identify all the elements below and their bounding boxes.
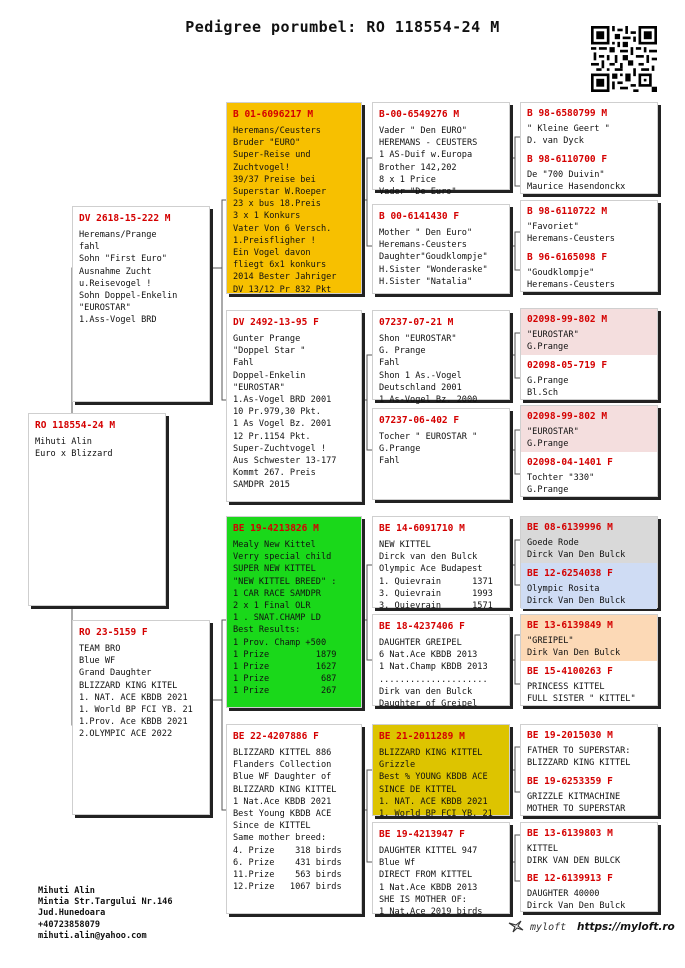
pigeon-description: De "700 Duivin" Maurice Hasendonckx (527, 170, 626, 193)
pigeon-description: Vader " Den EURO" HEREMANS - CEUSTERS 1 AS-Duif w.Europa Brother 142,202 8 x 1 Price Vader "De Euro" (379, 126, 478, 198)
logo-text: myloft (530, 922, 567, 933)
pigeon-logo-icon (508, 920, 524, 934)
page-title: Pedigree porumbel: RO 118554-24 M (185, 18, 500, 36)
myloft-logo (508, 920, 566, 934)
ring-number: BE 19-2015030 M (527, 730, 613, 741)
ring-number: B 98-6110700 F (527, 154, 608, 165)
pigeon-card-sire (72, 206, 210, 402)
ring-number: BE 12-6139913 F (527, 873, 613, 884)
gen5-slot-14 (521, 771, 657, 817)
pigeon-description: " Kleine Geert " D. van Dyck (527, 124, 610, 147)
gen5-slot-9 (521, 517, 657, 563)
pigeon-card-gen4-1 (372, 102, 510, 198)
pigeon-description: Tochter "330" G.Prange (527, 473, 595, 496)
pigeon-card-gen4-8 (372, 822, 510, 918)
ring-number: 07237-06-402 F (379, 415, 460, 426)
pigeon-card-sire-dam (226, 310, 362, 502)
gen5-slot-4 (521, 247, 657, 293)
gen5-slot-8 (521, 452, 657, 498)
gen5-slot-13 (521, 725, 657, 771)
ring-number: BE 19-4213826 M (233, 523, 319, 534)
gen5-slot-10 (521, 563, 657, 609)
ring-number: 02098-05-719 F (527, 360, 608, 371)
pigeon-description: "Goudklompje" Heremans-Ceusters (527, 268, 615, 291)
pigeon-card-gen5-pair-7 (520, 724, 658, 816)
ring-number: BE 13-6139849 M (527, 620, 613, 631)
pigeon-description: "EUROSTAR" G.Prange (527, 427, 579, 450)
ring-number: B 00-6141430 F (379, 211, 460, 222)
pigeon-card-gen4-6 (372, 614, 510, 710)
ring-number: DV 2492-13-95 F (233, 317, 319, 328)
pigeon-card-dam (72, 620, 210, 815)
ring-number: B 96-6165098 F (527, 252, 608, 263)
ring-number: B 01-6096217 M (233, 109, 314, 120)
ring-number: 02098-99-802 M (527, 314, 608, 325)
ring-number: B 98-6580799 M (527, 108, 608, 119)
owner-contact: Mihuti Alin Mintia Str.Targului Nr.146 Jud.Hunedoara +40723858079 mihuti.alin@yahoo.com (38, 886, 173, 941)
pigeon-description: TEAM BRO Blue WF Grand Daughter BLIZZARD KING KITEL 1. NAT. ACE KBDB 2021 1. World BP FCI YB. 21 1.Prov. Ace KBDB 2021 2.OLYMPIC ACE 2022 (79, 644, 193, 740)
pigeon-description: "GREIPEL" Dirk Van Den Bulck (527, 636, 621, 659)
ring-number: 02098-99-802 M (527, 411, 608, 422)
gen5-slot-1 (521, 103, 657, 149)
pigeon-description: BLIZZARD KING KITTEL Grizzle Best % YOUNG KBDB ACE SINCE DE KITTEL 1. NAT. ACE KBDB 2021 1. World BP FCI YB. 21 (379, 748, 493, 820)
pigeon-description: Goede Rode Dirck Van Den Bulck (527, 538, 626, 561)
pigeon-description: DAUGHTER 40000 Dirck Van Den Bulck (527, 889, 626, 912)
pigeon-card-sire-sire (226, 102, 362, 294)
website-link[interactable]: https://myloft.ro (577, 921, 675, 933)
ring-number: 02098-04-1401 F (527, 457, 613, 468)
ring-number: RO 118554-24 M (35, 420, 116, 431)
pigeon-description: GRIZZLE KITMACHINE MOTHER TO SUPERSTAR (527, 792, 626, 815)
pigeon-description: Tocher " EUROSTAR " G.Prange Fahl (379, 432, 478, 467)
pigeon-card-gen5-pair-5 (520, 516, 658, 608)
ring-number: B 98-6110722 M (527, 206, 608, 217)
pigeon-description: Mother " Den Euro" Heremans-Ceusters Daughter"Goudklompje" H.Sister "Wonderaske" H.Sister "Natalia" (379, 228, 488, 287)
gen5-slot-7 (521, 406, 657, 452)
pigeon-card-gen5-pair-2 (520, 200, 658, 292)
pigeon-description: Mihuti Alin Euro x Blizzard (35, 437, 113, 460)
pigeon-description: "EUROSTAR" G.Prange (527, 330, 579, 353)
ring-number: BE 14-6091710 M (379, 523, 465, 534)
ring-number: BE 22-4207886 F (233, 731, 319, 742)
ring-number: RO 23-5159 F (79, 627, 148, 638)
pigeon-description: "Favoriet" Heremans-Ceusters (527, 222, 615, 245)
pigeon-description: PRINCESS KITTEL FULL SISTER " KITTEL" (527, 682, 636, 705)
pigeon-card-gen4-3 (372, 310, 510, 406)
gen5-slot-2 (521, 149, 657, 195)
pigeon-description: DAUGHTER GREIPEL 6 Nat.Ace KBDB 2013 1 Nat.Champ KBDB 2013 ..................... Dirk van den Bulck Daughter of Greipel (379, 638, 488, 710)
pigeon-description: KITTEL DIRK VAN DEN BULCK (527, 844, 621, 867)
pigeon-card-gen4-7 (372, 724, 510, 820)
gen5-slot-12 (521, 661, 657, 707)
pigeon-card-gen5-pair-3 (520, 308, 658, 400)
pigeon-card-main (28, 413, 166, 606)
ring-number: 07237-07-21 M (379, 317, 454, 328)
gen5-slot-6 (521, 355, 657, 401)
ring-number: BE 13-6139803 M (527, 828, 613, 839)
pigeon-card-gen4-4 (372, 408, 510, 500)
ring-number: BE 21-2011289 M (379, 731, 465, 742)
pigeon-description: Heremans/Ceusters Bruder "EURO" Super-Reise und Zuchtvogel! 39/37 Preise bei Superstar W.Roeper 23 x bus 18.Preis 3 x 1 Konkurs Vater Von 6 Versch. 1.Preisfligher ! Ein Vogel davon fliegt 6x1 konkurs 2014 Bester Jahriger DV 13/12 Pr 832 Pkt (233, 126, 337, 295)
ring-number: BE 08-6139996 M (527, 522, 613, 533)
pigeon-card-dam-sire (226, 516, 362, 708)
gen5-slot-15 (521, 823, 657, 868)
pigeon-card-dam-dam (226, 724, 362, 914)
pigeon-description: Olympic Rosita Dirck Van Den Bulck (527, 584, 626, 607)
pigeon-description: Heremans/Prange fahl Sohn "First Euro" Ausnahme Zucht u.Reisevogel ! Sohn Doppel-Enkelin "EUROSTAR" 1.Ass-Vogel BRD (79, 230, 178, 326)
pigeon-description: FATHER TO SUPERSTAR: BLIZZARD KING KITTEL (527, 746, 631, 769)
pigeon-card-gen5-pair-8 (520, 822, 658, 912)
pigeon-card-gen4-5 (372, 516, 510, 612)
pigeon-card-gen5-pair-1 (520, 102, 658, 194)
pigeon-description: G.Prange Bl.Sch (527, 376, 569, 399)
pigeon-description: Gunter Prange "Doppel Star " Fahl Doppel-Enkelin "EUROSTAR" 1.As-Vogel BRD 2001 10 Pr.979,30 Pkt. 1 As Vogel Bz. 2001 12 Pr.1154 Pkt. Super-Zuchtvogel ! Aus Schwester 13-177 Kommt 267. Preis SAMDPR 2015 (233, 334, 337, 491)
pigeon-card-gen5-pair-6 (520, 614, 658, 706)
pigeon-description: Shon "EUROSTAR" G. Prange Fahl Shon 1 As.-Vogel Deutschland 2001 1 As-Vogel Bz. 2000 (379, 334, 478, 406)
gen5-slot-11 (521, 615, 657, 661)
gen5-slot-5 (521, 309, 657, 355)
ring-number: B-00-6549276 M (379, 109, 460, 120)
ring-number: BE 18-4237406 F (379, 621, 465, 632)
pigeon-card-gen5-pair-4 (520, 405, 658, 497)
pigeon-card-gen4-2 (372, 204, 510, 294)
pigeon-description: Mealy New Kittel Verry special child SUPER NEW KITTEL "NEW KITTEL BREED" : 1 CAR RACE SAMDPR 2 x 1 Final OLR 1 . SNAT.CHAMP LD Best Results: 1 Prov. Champ +500 1 Prize 1879 1 Prize 1627 1 Prize 687 1 Prize 267 (233, 540, 337, 697)
ring-number: BE 19-6253359 F (527, 776, 613, 787)
pigeon-description: DAUGHTER KITTEL 947 Blue Wf DIRECT FROM KITTEL 1 Nat.Ace KBDB 2013 SHE IS MOTHER OF: 1 Nat.Ace 2019 birds (379, 846, 483, 918)
ring-number: BE 15-4100263 F (527, 666, 613, 677)
ring-number: BE 19-4213947 F (379, 829, 465, 840)
pigeon-description: BLIZZARD KITTEL 886 Flanders Collection Blue WF Daughter of BLIZZARD KING KITTEL 1 Nat.Ace KBDB 2021 Best Young KBDB ACE Since de KITTEL Same mother breed: 4. Prize 318 birds 6. Prize 431 birds 11.Prize 563 birds 12.Prize 1067 birds (233, 748, 342, 893)
ring-number: DV 2618-15-222 M (79, 213, 171, 224)
ring-number: BE 12-6254038 F (527, 568, 613, 579)
pigeon-description: NEW KITTEL Dirck van den Bulck Olympic Ace Budapest 1. Quievrain 1371 3. Quievrain 1993 3. Quievrain 1571 (379, 540, 493, 612)
gen5-slot-16 (521, 868, 657, 913)
gen5-slot-3 (521, 201, 657, 247)
